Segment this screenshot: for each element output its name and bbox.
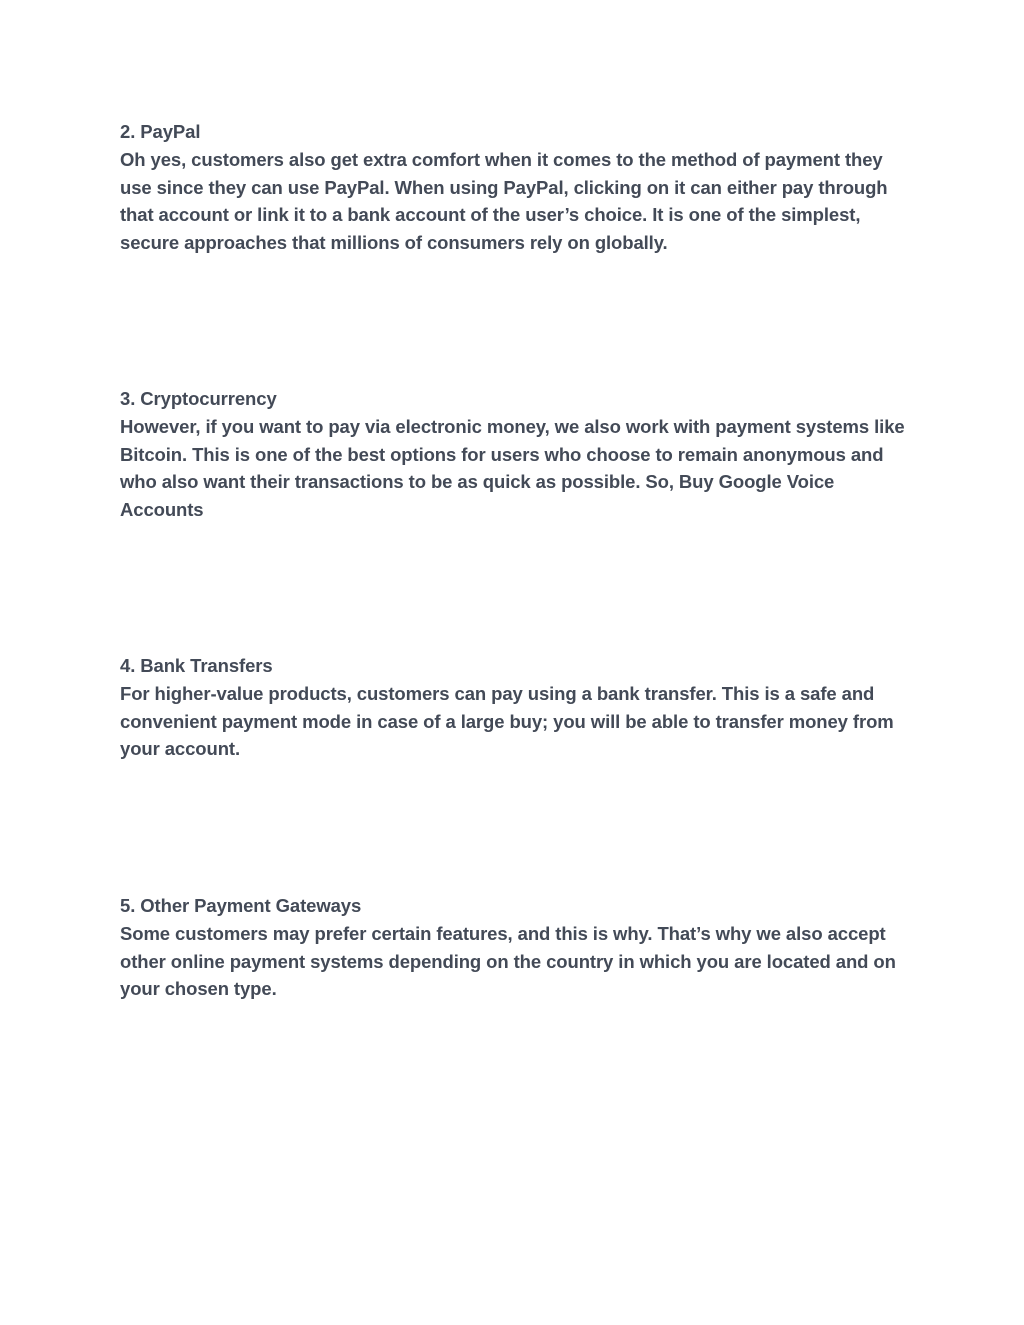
- section-heading: 5. Other Payment Gateways: [120, 895, 362, 916]
- section-body: Oh yes, customers also get extra comfort when it comes to the method of payment they use since they can use PayPal. When using PayPal, clicking on it can either pay through that account or link it to a bank account of the user’s choice. It is one of the simplest, secure approaches that millions of consumers rely on globally.: [120, 148, 888, 254]
- section-body: Some customers may prefer certain features, and this is why. That’s why we also accept other online payment systems depending on the country in which you are located and on your chosen type.: [120, 922, 896, 1000]
- section-heading: 2. PayPal: [120, 121, 201, 142]
- section-heading: 4. Bank Transfers: [120, 655, 273, 676]
- section-bank-transfers: [120, 652, 910, 763]
- section-body: However, if you want to pay via electronic money, we also work with payment systems like Bitcoin. This is one of the best options for users who choose to remain anonymous and who also want their transactions to be as quick as possible. So, Buy Google Voice Accounts: [120, 415, 905, 521]
- section-cryptocurrency: [120, 385, 910, 524]
- section-paypal: [120, 118, 910, 257]
- section-other-payment-gateways: [120, 892, 910, 1003]
- section-heading: 3. Cryptocurrency: [120, 388, 277, 409]
- section-body: For higher-value products, customers can pay using a bank transfer. This is a safe and convenient payment mode in case of a large buy; you will be able to transfer money from your account.: [120, 682, 894, 760]
